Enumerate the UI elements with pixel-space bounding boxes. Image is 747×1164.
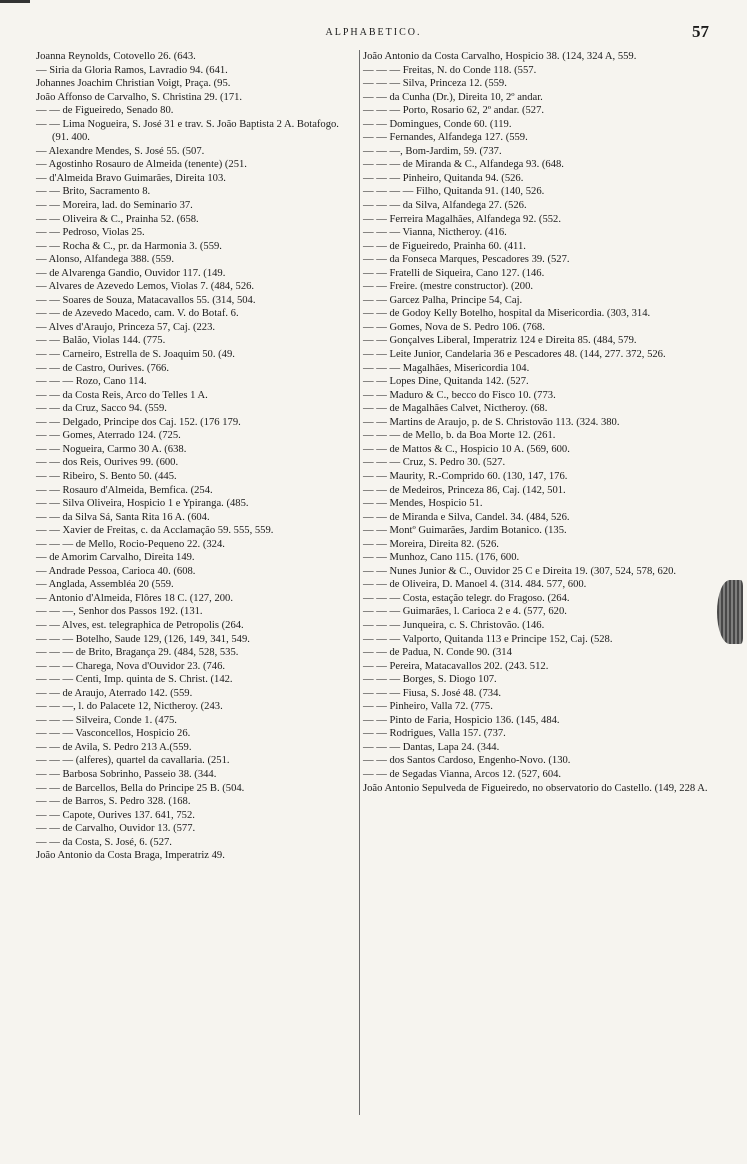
directory-entry: — — — Guimarães, l. Carioca 2 e 4. (577, 620.: [363, 606, 567, 618]
directory-entry: — — — Pinheiro, Quitanda 94. (526.: [363, 172, 524, 184]
directory-entry: — — — Junqueira, c. S. Christovão. (146.: [363, 619, 545, 631]
directory-entry: — d'Almeida Bravo Guimarães, Direita 103.: [36, 172, 226, 184]
directory-entry: — — — Silveira, Conde 1. (475.: [36, 714, 177, 726]
directory-entry: — — — (alferes), quartel da cavallaria. (251.: [36, 755, 230, 767]
directory-entry: — — Pedroso, Violas 25.: [36, 227, 145, 239]
directory-entry: — Alexandre Mendes, S. José 55. (507.: [36, 145, 205, 157]
page-header: [0, 22, 747, 44]
directory-entry: — — — Porto, Rosario 62, 2º andar. (527.: [363, 105, 545, 117]
directory-entry: — — — Magalhães, Misericordia 104.: [363, 362, 530, 374]
directory-entry: — — — Dantas, Lapa 24. (344.: [363, 741, 500, 753]
directory-entry: — — — Vianna, Nictheroy. (416.: [363, 227, 507, 239]
directory-entry: — — dos Reis, Ourives 99. (600.: [36, 457, 179, 469]
directory-entry: — — Munhoz, Cano 115. (176, 600.: [363, 552, 520, 564]
directory-entry: — Alvares de Azevedo Lemos, Violas 7. (484, 526.: [36, 281, 255, 293]
directory-entry: João Antonio Sepulveda de Figueiredo, no observatorio do Castello. (149, 228 A.: [363, 782, 708, 794]
directory-entry: — — da Costa Reis, Arco do Telles 1 A.: [36, 389, 208, 401]
directory-entry: — — Balão, Violas 144. (775.: [36, 335, 166, 347]
directory-entry: — — da Costa, S. José, 6. (527.: [36, 836, 172, 848]
directory-entry: — — de Segadas Vianna, Arcos 12. (527, 604.: [363, 768, 562, 780]
directory-entry: — — Freire. (mestre constructor). (200.: [363, 281, 534, 293]
directory-entry: — — — Borges, S. Diogo 107.: [363, 674, 497, 686]
directory-entry: — Andrade Pessoa, Carioca 40. (608.: [36, 565, 196, 577]
directory-entry: — — Delgado, Principe dos Caj. 152. (176 179.: [36, 416, 241, 428]
directory-entry: — — da Cunha (Dr.), Direita 10, 2º andar.: [363, 91, 543, 103]
directory-entry: — — da Fonseca Marques, Pescadores 39. (527.: [363, 254, 570, 266]
directory-entry: — — Rocha & C., pr. da Harmonia 3. (559.: [36, 240, 222, 252]
directory-entry: — — Gonçalves Liberal, Imperatriz 124 e Direita 85. (484, 579.: [363, 335, 637, 347]
directory-entry: — — Garcez Palha, Principe 54, Caj.: [363, 294, 523, 306]
directory-entry: — — de Padua, N. Conde 90. (314: [363, 647, 512, 659]
directory-entry: — Alonso, Alfandega 388. (559.: [36, 254, 174, 266]
directory-entry: — — — da Silva, Alfandega 27. (526.: [363, 200, 527, 212]
directory-entry: — — de Barros, S. Pedro 328. (168.: [36, 796, 191, 808]
directory-entry: — — Brito, Sacramento 8.: [36, 186, 151, 198]
directory-entry: — — da Cruz, Sacco 94. (559.: [36, 403, 167, 415]
page-number: 57: [692, 22, 709, 41]
directory-entry: — de Alvarenga Gandio, Ouvidor 117. (149.: [36, 267, 226, 279]
directory-entry: — — Fratelli de Siqueira, Cano 127. (146.: [363, 267, 545, 279]
directory-entry: — — Rodrigues, Valla 157. (737.: [363, 728, 506, 740]
directory-entry: — — de Godoy Kelly Botelho, hospital da Misericordia. (303, 314.: [363, 308, 651, 320]
directory-entry: — — Mendes, Hospicio 51.: [363, 498, 483, 510]
directory-entry: Johannes Joachim Christian Voigt, Praça. (95.: [36, 78, 231, 90]
directory-entry: — — — Valporto, Quitanda 113 e Principe 152, Caj. (528.: [363, 633, 613, 645]
directory-entry: — — Gomes, Aterrado 124. (725.: [36, 430, 181, 442]
directory-entry: — — Alves, est. telegraphica de Petropolis (264.: [36, 619, 244, 631]
directory-entry: — — — Cruz, S. Pedro 30. (527.: [363, 457, 506, 469]
directory-entry: — — — Rozo, Cano 114.: [36, 376, 147, 388]
directory-entry: — — —, l. do Palacete 12, Nictheroy. (243.: [36, 701, 223, 713]
right-column: [363, 50, 718, 795]
directory-entry: João Antonio da Costa Carvalho, Hospicio 38. (124, 324 A, 559.: [363, 51, 637, 62]
directory-entry: — — Pinto de Faria, Hospicio 136. (145, 484.: [363, 714, 560, 726]
directory-entry: — — Rosauro d'Almeida, Bemfica. (254.: [36, 484, 213, 496]
directory-entry: — — Pinheiro, Valla 72. (775.: [363, 701, 493, 713]
directory-entry: — — — Freitas, N. do Conde 118. (557.: [363, 64, 537, 76]
directory-entry: — — — — Filho, Quitanda 91. (140, 526.: [363, 186, 545, 198]
directory-entry: — — Nogueira, Carmo 30 A. (638.: [36, 443, 187, 455]
directory-entry: — — — Vasconcellos, Hospicio 26.: [36, 728, 191, 740]
directory-entry: João Affonso de Carvalho, S. Christina 29. (171.: [36, 91, 243, 103]
directory-entry: — — — de Mello, b. da Boa Morte 12. (261.: [363, 430, 556, 442]
directory-entry: — — Lopes Dine, Quitanda 142. (527.: [363, 376, 529, 388]
directory-entry: — de Amorim Carvalho, Direita 149.: [36, 552, 195, 564]
directory-entry: — — Maduro & C., becco do Fisco 10. (773.: [363, 389, 556, 401]
directory-entry: — — Montº Guimarães, Jardim Botanico. (135.: [363, 525, 567, 537]
directory-entry: — — de Oliveira, D. Manoel 4. (314. 484. 577, 600.: [363, 579, 587, 591]
directory-entry: — — de Carvalho, Ouvidor 13. (577.: [36, 823, 196, 835]
directory-entry: — — — Centi, Imp. quinta de S. Christ. (142.: [36, 674, 233, 686]
directory-entry: — — Leite Junior, Candelaria 36 e Pescadores 48. (144, 277. 372, 526.: [363, 349, 666, 361]
directory-entry: — — Pereira, Matacavallos 202. (243. 512.: [363, 660, 549, 672]
directory-entry: — — Barbosa Sobrinho, Passeio 38. (344.: [36, 768, 217, 780]
running-title: ALPHABETICO.: [325, 27, 422, 38]
directory-entry: — — Gomes, Nova de S. Pedro 106. (768.: [363, 321, 545, 333]
directory-entry: — — — Silva, Princeza 12. (559.: [363, 78, 507, 90]
directory-entry: — — — Botelho, Saude 129, (126, 149, 341, 549.: [36, 633, 250, 645]
directory-entry: — — Xavier de Freitas, c. da Acclamação 59. 555, 559.: [36, 525, 274, 537]
directory-entry: — — de Figueiredo, Senado 80.: [36, 105, 174, 117]
directory-entry: — — — Fiusa, S. José 48. (734.: [363, 687, 502, 699]
ink-smudge: [0, 0, 30, 3]
directory-entry: — — — de Miranda & C., Alfandega 93. (648.: [363, 159, 564, 171]
directory-entry: — — dos Santos Cardoso, Engenho-Novo. (130.: [363, 755, 571, 767]
directory-entry: — — da Silva Sá, Santa Rita 16 A. (604.: [36, 511, 210, 523]
column-divider: [359, 50, 360, 1115]
ink-blot: [717, 580, 743, 644]
directory-entry: — — Fernandes, Alfandega 127. (559.: [363, 132, 528, 144]
directory-entry: — — —, Senhor dos Passos 192. (131.: [36, 606, 203, 618]
directory-entry: — — Nunes Junior & C., Ouvidor 25 C e Direita 19. (307, 524, 578, 620.: [363, 565, 677, 577]
directory-entry: — — de Azevedo Macedo, cam. V. do Botaf. 6.: [36, 308, 239, 320]
directory-entry: — — Moreira, lad. do Seminario 37.: [36, 200, 193, 212]
directory-entry: — Alves d'Araujo, Princeza 57, Caj. (223.: [36, 321, 216, 333]
directory-entry: — — —, Bom-Jardim, 59. (737.: [363, 145, 502, 157]
directory-entry: Joanna Reynolds, Cotovello 26. (643.: [36, 51, 196, 62]
directory-entry: — — de Araujo, Aterrado 142. (559.: [36, 687, 193, 699]
directory-entry: — — Martins de Araujo, p. de S. Christovão 113. (324. 380.: [363, 416, 620, 428]
directory-entry: — — Lima Nogueira, S. José 31 e trav. S. João Baptista 2 A. Botafogo. (91. 400.: [36, 118, 339, 144]
directory-entry: — — de Mattos & C., Hospicio 10 A. (569, 600.: [363, 443, 570, 455]
directory-entry: — — de Figueiredo, Prainha 60. (411.: [363, 240, 526, 252]
directory-entry: — Siria da Gloria Ramos, Lavradio 94. (641.: [36, 64, 228, 76]
directory-entry: — — Maurity, R.-Comprido 60. (130, 147, 176.: [363, 470, 568, 482]
directory-entry: — — Oliveira & C., Prainha 52. (658.: [36, 213, 199, 225]
directory-entry: João Antonio da Costa Braga, Imperatriz 49.: [36, 850, 225, 862]
directory-entry: — Agostinho Rosauro de Almeida (tenente) (251.: [36, 159, 247, 171]
directory-entry: — — Carneiro, Estrella de S. Joaquim 50. (49.: [36, 349, 235, 361]
directory-entry: — — de Medeiros, Princeza 86, Caj. (142, 501.: [363, 484, 566, 496]
directory-entry: — — de Magalhães Calvet, Nictheroy. (68.: [363, 403, 548, 415]
directory-entry: — Antonio d'Almeida, Flôres 18 C. (127, 200.: [36, 592, 234, 604]
directory-entry: — — Ribeiro, S. Bento 50. (445.: [36, 470, 177, 482]
directory-entry: — — de Barcellos, Bella do Principe 25 B. (504.: [36, 782, 245, 794]
directory-entry: — — Capote, Ourives 137. 641, 752.: [36, 809, 195, 821]
directory-entry: — — Moreira, Direita 82. (526.: [363, 538, 499, 550]
directory-entry: — Anglada, Assembléa 20 (559.: [36, 579, 174, 591]
directory-entry: — — — Costa, estação telegr. do Fragoso. (264.: [363, 592, 570, 604]
directory-entry: — — de Avila, S. Pedro 213 A.(559.: [36, 741, 192, 753]
directory-entry: — — de Miranda e Silva, Candel. 34. (484, 526.: [363, 511, 570, 523]
directory-entry: — — — de Mello, Rocio-Pequeno 22. (324.: [36, 538, 225, 550]
directory-entry: — — Ferreira Magalhães, Alfandega 92. (552.: [363, 213, 561, 225]
directory-entry: — — de Castro, Ourives. (766.: [36, 362, 169, 374]
directory-entry: — — Domingues, Conde 60. (119.: [363, 118, 512, 130]
directory-entry: — — — de Brito, Bragança 29. (484, 528, 535.: [36, 647, 239, 659]
directory-entry: — — Silva Oliveira, Hospicio 1 e Ypiranga. (485.: [36, 498, 249, 510]
left-column: [36, 50, 358, 863]
directory-entry: — — — Charega, Nova d'Ouvidor 23. (746.: [36, 660, 226, 672]
directory-entry: — — Soares de Souza, Matacavallos 55. (314, 504.: [36, 294, 256, 306]
